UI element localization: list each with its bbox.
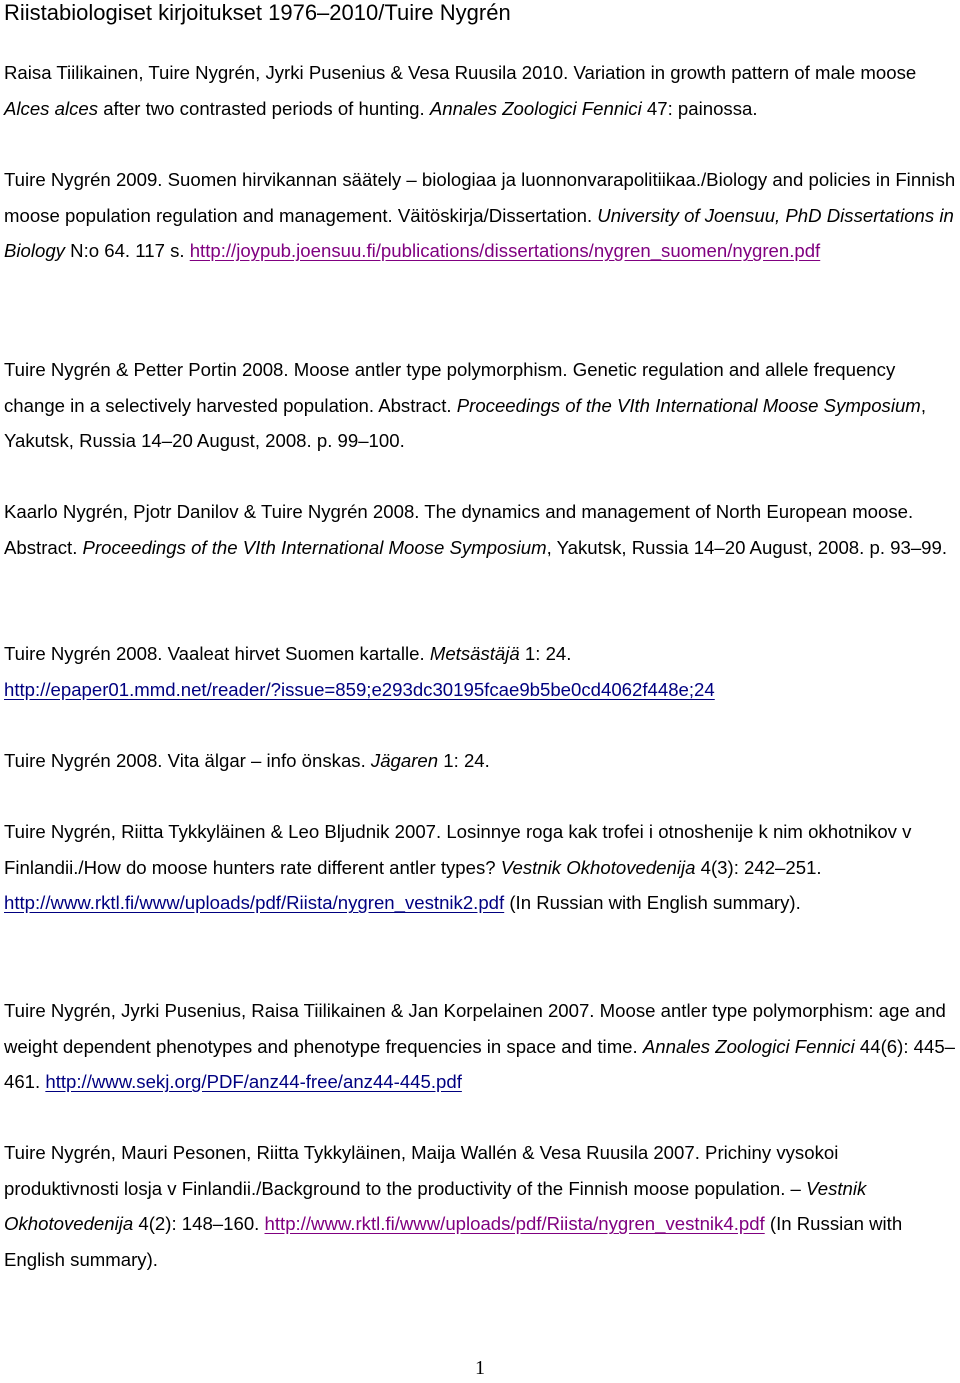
journal-name: Metsästäjä [429, 643, 520, 664]
reference-link[interactable]: http://www.sekj.org/PDF/anz44-free/anz44-445.pdf [45, 1071, 462, 1092]
reference-link[interactable]: http://www.rktl.fi/www/uploads/pdf/Riista/nygren_vestnik2.pdf [4, 892, 505, 913]
reference-entry [4, 636, 956, 707]
reference-text: , Yakutsk, Russia 14–20 August, 2008. p. 93–99. [546, 536, 948, 558]
reference-link[interactable]: http://joypub.joensuu.fi/publications/dissertations/nygren_suomen/nygren.pdf [189, 240, 821, 261]
reference-entry [4, 814, 956, 921]
reference-text: Tuire Nygrén, Riitta Tykkyläinen & Leo Bljudnik 2007. Losinnye roga kak trofei i otnoshenije k nim okhotnikov v Finlandii./How do moose hunters rate different antler types? [4, 821, 912, 878]
reference-text: 47: painossa. [641, 97, 758, 119]
reference-text: (In Russian with English summary). [4, 1213, 903, 1270]
reference-text: Raisa Tiilikainen, Tuire Nygrén, Jyrki Pusenius & Vesa Ruusila 2010. Variation in growth pattern of male moose [4, 62, 917, 83]
reference-text: after two contrasted periods of hunting. [98, 97, 430, 119]
reference-text: Tuire Nygrén & Petter Portin 2008. Moose antler type polymorphism. Genetic regulation and allele frequency change in a selectively harvested population. Abstract. [4, 359, 896, 416]
reference-text: Tuire Nygrén, Mauri Pesonen, Riitta Tykkyläinen, Maija Wallén & Vesa Ruusila 2007. Prichiny vysokoi produktivnosti losja v Finlandii./Background to the productivity of the Finnish moose population. – [4, 1142, 839, 1199]
page-number: 1 [475, 1357, 485, 1379]
reference-text: 4(3): 242–251. [695, 856, 822, 878]
journal-name: Jägaren [370, 750, 439, 771]
reference-entry [4, 494, 956, 565]
reference-text: 4(2): 148–160. [133, 1213, 265, 1234]
reference-entry [4, 352, 956, 459]
journal-name: Annales Zoologici Fennici [429, 97, 642, 119]
reference-text: Tuire Nygrén, Jyrki Pusenius, Raisa Tiilikainen & Jan Korpelainen 2007. Moose antler type polymorphism: age and weight dependent phenotypes and phenotype frequencies in space and time. [4, 1000, 946, 1057]
reference-text: , Yakutsk, Russia 14–20 August, 2008. p. 99–100. [4, 394, 926, 451]
reference-text: Tuire Nygrén 2008. Vaaleat hirvet Suomen kartalle. [4, 643, 430, 664]
reference-entry [4, 162, 956, 269]
reference-text: Tuire Nygrén 2008. Vita älgar – info önskas. [4, 750, 371, 771]
reference-text: Kaarlo Nygrén, Pjotr Danilov & Tuire Nygrén 2008. The dynamics and management of North European moose. Abstract. [4, 501, 914, 558]
reference-text: 44(6): 445–461. [4, 1035, 956, 1092]
reference-text: N:o 64. 117 s. [64, 240, 190, 261]
proceedings-name: Proceedings of the VIth International Moose Symposium [82, 536, 547, 558]
series-name: University of Joensuu, PhD Dissertations in Biology [4, 204, 954, 261]
reference-text: Tuire Nygrén 2009. Suomen hirvikannan säätely – biologiaa ja luonnonvarapolitiikaa./Biology and policies in Finnish moose population regulation and management. Väitöskirja/Dissertation. [4, 169, 956, 226]
species-name: Alces alces [4, 97, 99, 119]
reference-text: 1: 24. [519, 643, 572, 664]
reference-entry [4, 55, 956, 126]
journal-name: Annales Zoologici Fennici [642, 1035, 855, 1057]
reference-entry [4, 993, 956, 1100]
reference-link[interactable]: http://epaper01.mmd.net/reader/?issue=859;e293dc30195fcae9b5be0cd4062f448e;24 [4, 678, 715, 700]
journal-name: Vestnik Okhotovedenija [4, 1177, 867, 1234]
reference-text: 1: 24. [438, 750, 490, 771]
reference-link[interactable]: http://www.rktl.fi/www/uploads/pdf/Riista/nygren_vestnik4.pdf [264, 1213, 765, 1234]
reference-entry [4, 1135, 956, 1277]
reference-text: (In Russian with English summary). [504, 892, 801, 913]
reference-entry [4, 743, 956, 779]
proceedings-name: Proceedings of the VIth International Moose Symposium [456, 394, 921, 416]
journal-name: Vestnik Okhotovedenija [500, 856, 696, 878]
document-title: Riistabiologiset kirjoitukset 1976–2010/Tuire Nygrén [4, 0, 511, 25]
